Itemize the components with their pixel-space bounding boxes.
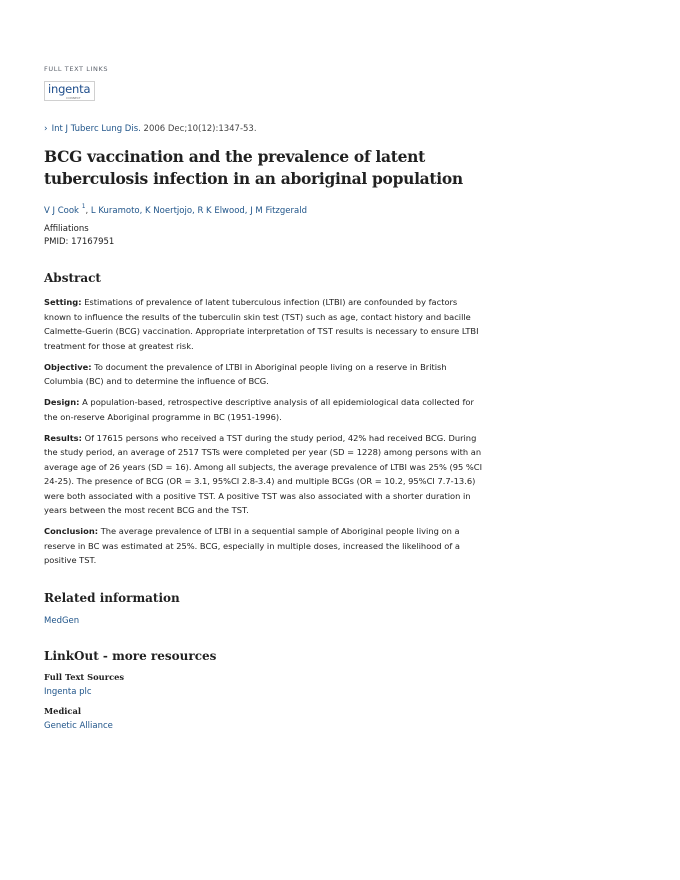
related-information-heading: Related information — [44, 591, 180, 605]
affiliations-toggle[interactable]: Affiliations — [44, 224, 89, 234]
linkout-group-heading: Medical — [44, 706, 81, 716]
journal-link[interactable]: Int J Tuberc Lung Dis. — [51, 124, 141, 134]
citation-details: 2006 Dec;10(12):1347-53. — [143, 124, 257, 134]
linkout-heading: LinkOut - more resources — [44, 649, 217, 663]
abstract-section — [44, 524, 484, 568]
abstract-section-label: Design: — [44, 397, 80, 407]
ingenta-provider-logo-link[interactable] — [44, 81, 95, 101]
abstract-section-label: Conclusion: — [44, 526, 99, 536]
abstract-section-text: Of 17615 persons who received a TST during the study period, 42% had received BCG. During the study period, an average of 2517 TSTs were completed per year (SD = 1228) among persons with an average age of 26 years (SD = 16). Among all subjects, the average prevalence of LTBI was 25% (95 %CI 24-25). The presence of BCG (OR = 3.1, 95%CI 2.8-3.4) and multiple BCGs (OR = 10.2, 95%CI 7.7-13.6) were both associated with a positive TST. A positive TST was also associated with a shorter duration in years between the most recent BCG and the TST. — [44, 432, 483, 515]
ingenta-logo-text: ingenta — [48, 82, 91, 96]
abstract-section — [44, 395, 484, 424]
abstract-section-label: Setting: — [44, 297, 82, 307]
genetic-alliance-link[interactable]: Genetic Alliance — [44, 721, 113, 731]
abstract-body — [44, 295, 484, 574]
linkout-group-heading: Full Text Sources — [44, 672, 125, 682]
abstract-section — [44, 431, 484, 518]
abstract-section-label: Results: — [44, 432, 82, 443]
author-links[interactable]: L Kuramoto, K Noertjojo, R K Elwood, J M Fitzgerald — [90, 206, 307, 216]
abstract-heading: Abstract — [44, 271, 101, 285]
citation — [44, 124, 257, 134]
author-link[interactable]: V J Cook — [44, 206, 79, 216]
abstract-section-text: Estimations of prevalence of latent tuberculous infection (LTBI) are confounded by factors known to influence the results of the tuberculin skin test (TST) such as age, contact history and bacille Calmette-Guerin (BCG) vaccination. Appropriate interpretation of TST results is necessary to ensure LTBI treatment for those at greatest risk. — [44, 297, 479, 351]
affiliation-marker[interactable]: 1 — [81, 203, 86, 210]
authors-list: V J Cook $^1$, L Kuramoto, K Noertjojo, R K Elwood, J M Fitzgerald — [44, 203, 307, 216]
ingenta-logo-subtext: CONNECT — [66, 95, 81, 100]
abstract-section-text: To document the prevalence of LTBI in Aboriginal people living on a reserve in British Columbia (BC) and to determine the influence of BCG. — [44, 361, 447, 386]
full-text-links-label: FULL TEXT LINKS — [44, 65, 109, 73]
abstract-section-text: The average prevalence of LTBI in a sequential sample of Aboriginal people living on a reserve in BC was estimated at 25%. BCG, especially in multiple doses, increased the likelihood of a positive TST. — [44, 526, 460, 565]
abstract-section-text: A population-based, retrospective descriptive analysis of all epidemiological data collected for the on-reserve Aboriginal programme in BC (1951-1996). — [44, 397, 474, 422]
article-title: BCG vaccination and the prevalence of latent tuberculosis infection in an aboriginal population — [44, 147, 463, 188]
chevron-right-icon: › — [44, 124, 48, 134]
abstract-section-label: Objective: — [44, 361, 92, 372]
abstract-section — [44, 360, 484, 389]
ingenta-plc-link[interactable]: Ingenta plc — [44, 687, 92, 697]
medgen-link[interactable]: MedGen — [44, 616, 80, 626]
pmid: PMID: 17167951 — [44, 237, 115, 247]
abstract-section — [44, 295, 484, 353]
